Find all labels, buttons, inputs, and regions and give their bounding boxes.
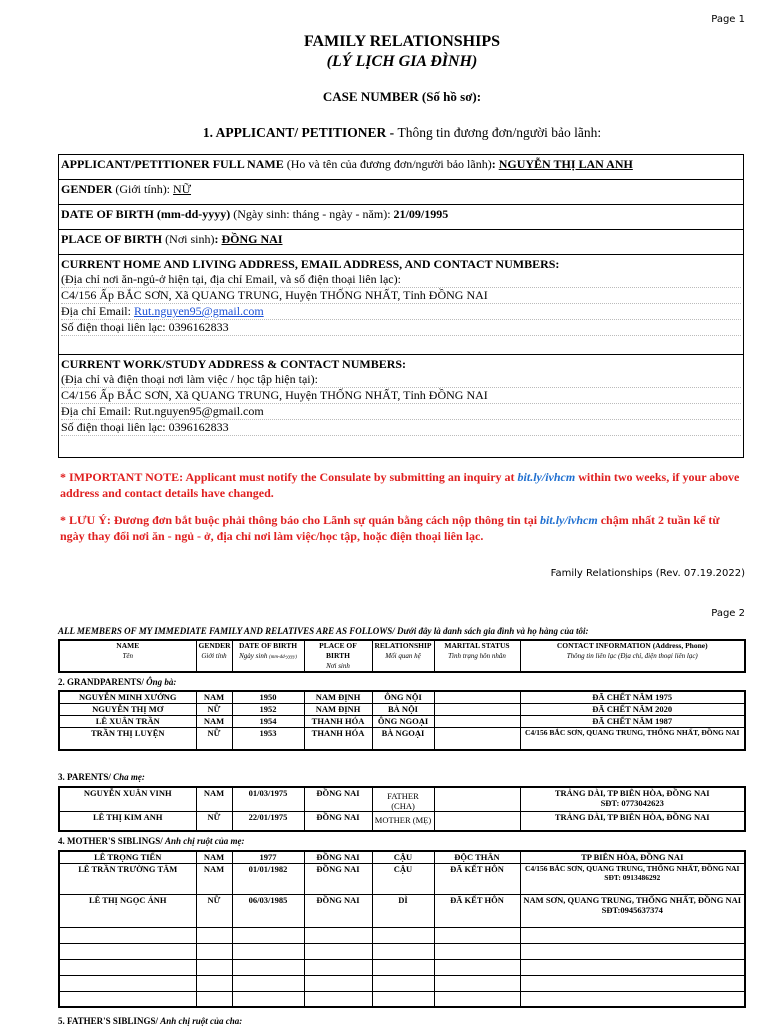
cell-dob[interactable]: 1977	[232, 851, 304, 863]
gender-row: GENDER (Giới tính): NỮ	[59, 180, 743, 205]
cell-relationship[interactable]: MOTHER (MẸ)	[372, 812, 434, 831]
cell-relationship[interactable]: BÀ NỘI	[372, 703, 434, 715]
table-row	[59, 703, 745, 715]
pob-value[interactable]: ĐỒNG NAI	[221, 232, 283, 246]
table-row	[59, 863, 745, 894]
document-title: FAMILY RELATIONSHIPS	[303, 33, 501, 50]
document-subtitle: (LÝ LỊCH GIA ĐÌNH)	[326, 53, 478, 70]
cell-contact[interactable]: ĐÃ CHẾT NĂM 1987	[520, 715, 745, 727]
cell-marital[interactable]	[434, 691, 520, 703]
cell-pob[interactable]: THANH HÓA	[304, 727, 372, 750]
cell-marital[interactable]: ĐÃ KẾT HÔN	[434, 894, 520, 927]
cell-relationship[interactable]: CẬU	[372, 851, 434, 863]
page-number-1: Page 1	[711, 14, 745, 25]
cell-contact-empty[interactable]	[520, 975, 745, 991]
cell-dob[interactable]: 1953	[232, 727, 304, 750]
cell-gender[interactable]: NỮ	[196, 894, 232, 927]
cell-marital-empty[interactable]	[434, 991, 520, 1007]
cell-pob[interactable]: ĐỒNG NAI	[304, 894, 372, 927]
cell-pob[interactable]: ĐỒNG NAI	[304, 851, 372, 863]
table-row-empty	[59, 959, 745, 975]
cell-contact[interactable]: TRẢNG DÀI, TP BIÊN HÒA, ĐỒNG NAI	[520, 812, 745, 831]
cell-name[interactable]: LÊ TRỌNG TIẾN	[59, 851, 196, 863]
header-pob: PLACE OF BIRTH Nơi sinh	[304, 640, 372, 672]
cell-relationship[interactable]: FATHER (CHA)	[372, 787, 434, 812]
form-revision-footer: Family Relationships (Rev. 07.19.2022)	[550, 568, 745, 579]
table-row	[59, 812, 745, 831]
cell-name-empty[interactable]	[59, 975, 196, 991]
cell-pob-empty[interactable]	[304, 927, 372, 943]
table-row	[59, 691, 745, 703]
cell-dob[interactable]: 1954	[232, 715, 304, 727]
cell-name-empty[interactable]	[59, 991, 196, 1007]
cell-gender[interactable]: NAM	[196, 691, 232, 703]
full-name-row: APPLICANT/PETITIONER FULL NAME (Ho và tên của đương đơn/người bảo lãnh): NGUYỄN THỊ LAN ANH	[59, 155, 743, 180]
cell-gender-empty[interactable]	[196, 943, 232, 959]
pob-row: PLACE OF BIRTH (Nơi sinh): ĐỒNG NAI	[59, 230, 743, 255]
cell-name[interactable]: NGUYỄN XUÂN VINH	[59, 787, 196, 812]
cell-name[interactable]: TRẦN THỊ LUYỆN	[59, 727, 196, 750]
cell-relationship-empty[interactable]	[372, 959, 434, 975]
cell-marital[interactable]: ĐÃ KẾT HÔN	[434, 863, 520, 894]
cell-marital-empty[interactable]	[434, 943, 520, 959]
cell-gender-empty[interactable]	[196, 959, 232, 975]
cell-gender[interactable]: NỮ	[196, 703, 232, 715]
cell-pob[interactable]: ĐỒNG NAI	[304, 863, 372, 894]
cell-marital[interactable]	[434, 787, 520, 812]
cell-pob[interactable]: NAM ĐỊNH	[304, 703, 372, 715]
cell-pob[interactable]: ĐỒNG NAI	[304, 812, 372, 831]
cell-dob[interactable]: 1950	[232, 691, 304, 703]
cell-name[interactable]: NGUYỄN MINH XƯỚNG	[59, 691, 196, 703]
cell-gender[interactable]: NAM	[196, 851, 232, 863]
cell-gender[interactable]: NAM	[196, 787, 232, 812]
applicant-info-box	[58, 154, 744, 458]
page-number-2: Page 2	[711, 608, 745, 619]
cell-dob-empty[interactable]	[232, 991, 304, 1007]
cell-name-empty[interactable]	[59, 943, 196, 959]
father-siblings-heading: 5. FATHER'S SIBLINGS/ Anh chị ruột của cha:	[58, 1016, 243, 1026]
cell-contact-empty[interactable]	[520, 959, 745, 975]
work-address-row: CURRENT WORK/STUDY ADDRESS & CONTACT NUMBERS: (Địa chỉ và điện thoại nơi làm việc / học tập hiện tại): C4/156 Ấp BẮC SƠN, Xã QUANG TRUNG, Huyện THỐNG NHẤT, Tỉnh ĐỒNG NAI Địa chỉ Email: Rut.nguyen95@gmail.com Số điện thoại liên lạc: 0396162833	[59, 355, 743, 457]
cell-dob-empty[interactable]	[232, 975, 304, 991]
home-email-line: Địa chỉ Email: Rut.nguyen95@gmail.com	[61, 304, 741, 320]
case-number-label: CASE NUMBER (Số hồ sơ):	[322, 89, 482, 104]
family-intro: ALL MEMBERS OF MY IMMEDIATE FAMILY AND RELATIVES ARE AS FOLLOWS/ Dưới đây là danh sách gia đình và họ hàng của tôi:	[58, 626, 589, 636]
home-phone-value[interactable]: Số điện thoại liên lạc: 0396162833	[61, 320, 741, 336]
cell-marital[interactable]	[434, 715, 520, 727]
cell-relationship-empty[interactable]	[372, 927, 434, 943]
cell-name[interactable]: LÊ TRẦN TRƯỜNG TÂM	[59, 863, 196, 894]
cell-name[interactable]: LÊ XUÂN TRẦN	[59, 715, 196, 727]
cell-relationship[interactable]: CẬU	[372, 863, 434, 894]
cell-marital[interactable]	[434, 703, 520, 715]
work-email-value[interactable]: Địa chỉ Email: Rut.nguyen95@gmail.com	[61, 404, 741, 420]
cell-contact-empty[interactable]	[520, 943, 745, 959]
important-note-en: * IMPORTANT NOTE: Applicant must notify the Consulate by submitting an inquiry at bit.ly/ivhcm within two weeks, if your above address and contact details have changed.	[60, 470, 740, 500]
table-row	[59, 727, 745, 750]
cell-contact[interactable]: C4/156 BẮC SƠN, QUANG TRUNG, THỐNG NHẤT, ĐỒNG NAI	[520, 727, 745, 750]
cell-contact[interactable]: ĐÃ CHẾT NĂM 2020	[520, 703, 745, 715]
cell-name[interactable]: LÊ THỊ KIM ANH	[59, 812, 196, 831]
cell-pob[interactable]: THANH HÓA	[304, 715, 372, 727]
cell-name-empty[interactable]	[59, 959, 196, 975]
cell-gender[interactable]: NAM	[196, 863, 232, 894]
mother-siblings-table	[58, 850, 746, 1008]
cell-pob[interactable]: NAM ĐỊNH	[304, 691, 372, 703]
mother-siblings-heading: 4. MOTHER'S SIBLINGS/ Anh chị ruột của mẹ:	[58, 836, 245, 846]
cell-pob-empty[interactable]	[304, 991, 372, 1007]
grandparents-heading: 2. GRANDPARENTS/ Ông bà:	[58, 677, 177, 687]
inquiry-link-vi[interactable]: bit.ly/ivhcm	[540, 513, 598, 527]
cell-relationship[interactable]: ÔNG NỘI	[372, 691, 434, 703]
gender-value[interactable]: NỮ	[173, 182, 192, 196]
parents-table	[58, 786, 746, 832]
table-row	[59, 787, 745, 812]
work-address-value[interactable]: C4/156 Ấp BẮC SƠN, Xã QUANG TRUNG, Huyện THỐNG NHẤT, Tỉnh ĐỒNG NAI	[61, 388, 741, 404]
dob-value[interactable]: 21/09/1995	[393, 207, 449, 221]
cell-gender-empty[interactable]	[196, 927, 232, 943]
cell-dob-empty[interactable]	[232, 959, 304, 975]
inquiry-link[interactable]: bit.ly/ivhcm	[517, 470, 576, 484]
table-row-empty	[59, 943, 745, 959]
cell-marital-empty[interactable]	[434, 959, 520, 975]
full-name-value[interactable]: NGUYỄN THỊ LAN ANH	[498, 157, 633, 171]
section-applicant-heading: 1. APPLICANT/ PETITIONER - Thông tin đương đơn/người bảo lãnh:	[202, 125, 602, 140]
header-name: NAME Tên	[59, 640, 196, 672]
cell-pob-empty[interactable]	[304, 975, 372, 991]
cell-name[interactable]: LÊ THỊ NGỌC ÁNH	[59, 894, 196, 927]
cell-dob[interactable]: 1952	[232, 703, 304, 715]
table-row	[59, 894, 745, 927]
table-row	[59, 715, 745, 727]
cell-name[interactable]: NGUYỄN THỊ MƠ	[59, 703, 196, 715]
header-contact: CONTACT INFORMATION (Address, Phone) Thông tin liên lạc (Địa chỉ, điện thoại liên lạc)	[520, 640, 745, 672]
header-relationship: RELATIONSHIP Mối quan hệ	[372, 640, 434, 672]
cell-contact[interactable]: TRẢNG DÀI, TP BIÊN HÒA, ĐỒNG NAI SĐT: 0773042623	[520, 787, 745, 812]
cell-dob[interactable]: 01/01/1982	[232, 863, 304, 894]
home-address-row: CURRENT HOME AND LIVING ADDRESS, EMAIL ADDRESS, AND CONTACT NUMBERS: (Địa chỉ nơi ăn-ngủ-ở hiện tại, địa chỉ Email, và số điện thoại liên lạc): C4/156 Ấp BẮC SƠN, Xã QUANG TRUNG, Huyện THỐNG NHẤT, Tỉnh ĐỒNG NAI Địa chỉ Email: Rut.nguyen95@gmail.com Số điện thoại liên lạc: 0396162833	[59, 255, 743, 355]
cell-contact[interactable]: C4/156 BẮC SƠN, QUANG TRUNG, THỐNG NHẤT, ĐỒNG NAI SĐT: 0913486292	[520, 863, 745, 894]
cell-relationship-empty[interactable]	[372, 991, 434, 1007]
table-row-empty	[59, 991, 745, 1007]
cell-pob[interactable]: ĐỒNG NAI	[304, 787, 372, 812]
family-header-table	[58, 639, 746, 673]
work-phone-value[interactable]: Số điện thoại liên lạc: 0396162833	[61, 420, 741, 436]
header-gender: GENDER Giới tính	[196, 640, 232, 672]
cell-pob-empty[interactable]	[304, 959, 372, 975]
cell-pob-empty[interactable]	[304, 943, 372, 959]
cell-contact-empty[interactable]	[520, 991, 745, 1007]
cell-gender[interactable]: NỮ	[196, 812, 232, 831]
cell-dob[interactable]: 22/01/1975	[232, 812, 304, 831]
home-email-link[interactable]: Rut.nguyen95@gmail.com	[133, 304, 264, 318]
cell-dob[interactable]: 01/03/1975	[232, 787, 304, 812]
header-dob: DATE OF BIRTH Ngày sinh (mm-dd-yyyy)	[232, 640, 304, 672]
cell-gender[interactable]: NỮ	[196, 727, 232, 750]
header-row	[59, 640, 745, 672]
header-marital: MARITAL STATUS Tình trạng hôn nhân	[434, 640, 520, 672]
grandparents-table	[58, 690, 746, 751]
cell-contact[interactable]: ĐÃ CHẾT NĂM 1975	[520, 691, 745, 703]
cell-contact[interactable]: NAM SƠN, QUANG TRUNG, THỐNG NHẤT, ĐỒNG NAI SĐT:0945637374	[520, 894, 745, 927]
cell-name-empty[interactable]	[59, 927, 196, 943]
cell-relationship[interactable]: DÌ	[372, 894, 434, 927]
cell-relationship[interactable]: ÔNG NGOẠI	[372, 715, 434, 727]
cell-gender[interactable]: NAM	[196, 715, 232, 727]
important-note-vi: * LƯU Ý: Đương đơn bắt buộc phải thông báo cho Lãnh sự quán bằng cách nộp thông tin tại bit.ly/ivhcm chậm nhất 2 tuần kể từ ngày thay đổi nơi ăn - ngủ - ở, địa chỉ nơi làm việc/học tập, hoặc điện thoại liên lạc.	[60, 513, 720, 543]
cell-marital[interactable]: ĐỘC THÂN	[434, 851, 520, 863]
cell-dob-empty[interactable]	[232, 927, 304, 943]
cell-dob[interactable]: 06/03/1985	[232, 894, 304, 927]
cell-relationship-empty[interactable]	[372, 975, 434, 991]
dob-row: DATE OF BIRTH (mm-dd-yyyy) (Ngày sinh: tháng - ngày - năm): 21/09/1995	[59, 205, 743, 230]
cell-dob-empty[interactable]	[232, 943, 304, 959]
table-row-empty	[59, 927, 745, 943]
cell-marital-empty[interactable]	[434, 927, 520, 943]
parents-heading: 3. PARENTS/ Cha mẹ:	[58, 772, 145, 782]
cell-marital-empty[interactable]	[434, 975, 520, 991]
table-row-empty	[59, 975, 745, 991]
table-row	[59, 851, 745, 863]
cell-relationship[interactable]: BÀ NGOẠI	[372, 727, 434, 750]
home-address-value[interactable]: C4/156 Ấp BẮC SƠN, Xã QUANG TRUNG, Huyện THỐNG NHẤT, Tỉnh ĐỒNG NAI	[61, 288, 741, 304]
cell-gender-empty[interactable]	[196, 991, 232, 1007]
cell-relationship-empty[interactable]	[372, 943, 434, 959]
cell-marital[interactable]	[434, 812, 520, 831]
cell-gender-empty[interactable]	[196, 975, 232, 991]
cell-marital[interactable]	[434, 727, 520, 750]
cell-contact-empty[interactable]	[520, 927, 745, 943]
cell-contact[interactable]: TP BIÊN HÒA, ĐỒNG NAI	[520, 851, 745, 863]
